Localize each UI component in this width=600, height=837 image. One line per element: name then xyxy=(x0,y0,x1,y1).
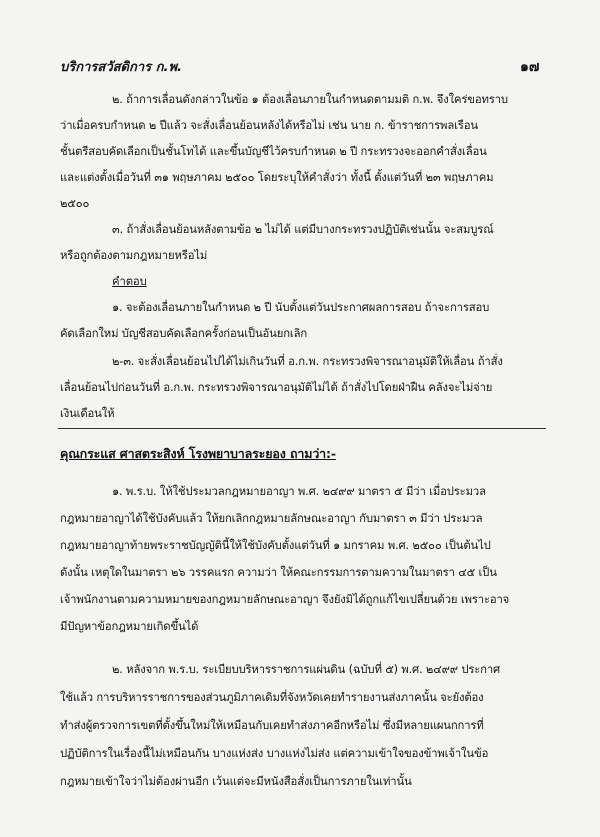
question-heading: คุณกระแส ศาสตระสิงห์ โรงพยาบาลระยอง ถามว่า:- xyxy=(60,446,336,461)
paragraph-line: ๑. จะต้องเลื่อนภายในกำหนด ๒ ปี นับตั้งแต่วันประกาศผลการสอบ ถ้าจะการสอบ xyxy=(112,301,490,314)
paragraph-line: เจ้าพนักงานตามความหมายของกฎหมายลักษณะอาญา จึงยังมิได้ถูกแก้ไขเปลี่ยนด้วย เพราะอาจ xyxy=(60,593,510,606)
paragraph-line: ๒. หลังจาก พ.ร.บ. ระเบียบบริหารราชการแผ่นดิน (ฉบับที่ ๕) พ.ศ. ๒๔๙๙ ประกาศ xyxy=(112,663,501,676)
paragraph-line: คัดเลือกใหม่ บัญชีสอบคัดเลือกครั้งก่อนเป็นอันยกเลิก xyxy=(60,327,308,340)
paragraph-line: กฎหมายอาญาท้ายพระราชบัญญัตินี้ให้ใช้บังคับตั้งแต่วันที่ ๑ มกราคม พ.ศ. ๒๕๐๐ เป็นต้นไป xyxy=(60,539,491,552)
answer-heading: คำตอบ xyxy=(112,275,147,288)
paragraph-line: หรือถูกต้องตามกฎหมายหรือไม่ xyxy=(60,249,208,262)
paragraph-line: ว่าเมื่อครบกำหนด ๒ ปีแล้ว จะสั่งเลื่อนย้อนหลังได้หรือไม่ เช่น นาย ก. ข้าราชการพลเรือน xyxy=(60,119,478,132)
paragraph-line: ๑. พ.ร.บ. ให้ใช้ประมวลกฎหมายอาญา พ.ศ. ๒๔๙๙ มาตรา ๕ มีว่า เมื่อประมวล xyxy=(112,485,486,498)
paragraph-line: เลื่อนย้อนไปก่อนวันที่ อ.ก.พ. กระทรวงพิจารณาอนุมัติไม่ได้ ถ้าสั่งไปโดยฝ่าฝืน คลังจะไม่จ่าย xyxy=(60,381,493,394)
header-title: บริการสวัสดิการ ก.พ. xyxy=(60,60,182,75)
paragraph-line: กฎหมายเข้าใจว่าไม่ต้องผ่านอีก เว้นแต่จะมีหนังสือสั่งเป็นการภายในเท่านั้น xyxy=(60,775,412,788)
paragraph-line: ๓. ถ้าสั่งเลื่อนย้อนหลังตามข้อ ๒ ไม่ได้ แต่มีบางกระทรวงปฏิบัติเช่นนั้น จะสมบูรณ์ xyxy=(112,223,494,236)
paragraph-line: กฎหมายอาญาได้ใช้บังคับแล้ว ให้ยกเลิกกฎหมายลักษณะอาญา กับมาตรา ๓ มีว่า ประมวล xyxy=(60,512,483,525)
paragraph-line: เงินเดือนให้ xyxy=(60,407,115,420)
page-number: ๑๗ xyxy=(520,59,540,75)
paragraph-line: ทำส่งผู้ตรวจการเขตที่ตั้งขึ้นใหม่ให้เหมือนกับเคยทำส่งภาคอีกหรือไม่ ซึ่งมีหลายแผนกการที่ xyxy=(60,719,484,732)
paragraph-line: และแต่งตั้งเมื่อวันที่ ๓๑ พฤษภาคม ๒๕๐๐ โดยระบุให้คำสั่งว่า ทั้งนี้ ตั้งแต่วันที่ ๒๓ พฤษภาคม xyxy=(60,171,494,184)
paragraph-line: ปฏิบัติการในเรื่องนี้ไม่เหมือนกัน บางแห่งส่ง บางแห่งไม่ส่ง แต่ความเข้าใจของข้าพเจ้าในข้อ xyxy=(60,747,489,760)
section-divider xyxy=(58,428,546,429)
paragraph-line: ชั้นตรีสอบคัดเลือกเป็นชั้นโทได้ และขึ้นบัญชีไว้ครบกำหนด ๒ ปี กระทรวงจะออกคำสั่งเลื่อน xyxy=(60,145,487,158)
paragraph-line: ๒-๓. จะสั่งเลื่อนย้อนไปได้ไม่เกินวันที่ อ.ก.พ. กระทรวงพิจารณาอนุมัติให้เลื่อน ถ้าสั่ง xyxy=(112,355,503,368)
paragraph-line: ใช้แล้ว การบริหารราชการของส่วนภูมิภาคเดิมที่จังหวัดเคยทำรายงานส่งภาคนั้น จะยังต้อง xyxy=(60,691,484,704)
paragraph-line: ดังนั้น เหตุใดในมาตรา ๒๖ วรรคแรก ความว่า ให้คณะกรรมการตามความในมาตรา ๔๕ เป็น xyxy=(60,566,497,579)
paragraph-line: มีปัญหาข้อกฎหมายเกิดขึ้นได้ xyxy=(60,620,199,633)
paragraph-line: ๒. ถ้าการเลื่อนดังกล่าวในข้อ ๑ ต้องเลื่อนภายในกำหนดตามมติ ก.พ. จึงใคร่ขอทราบ xyxy=(112,93,508,106)
paragraph-line: ๒๕๐๐ xyxy=(60,197,90,210)
